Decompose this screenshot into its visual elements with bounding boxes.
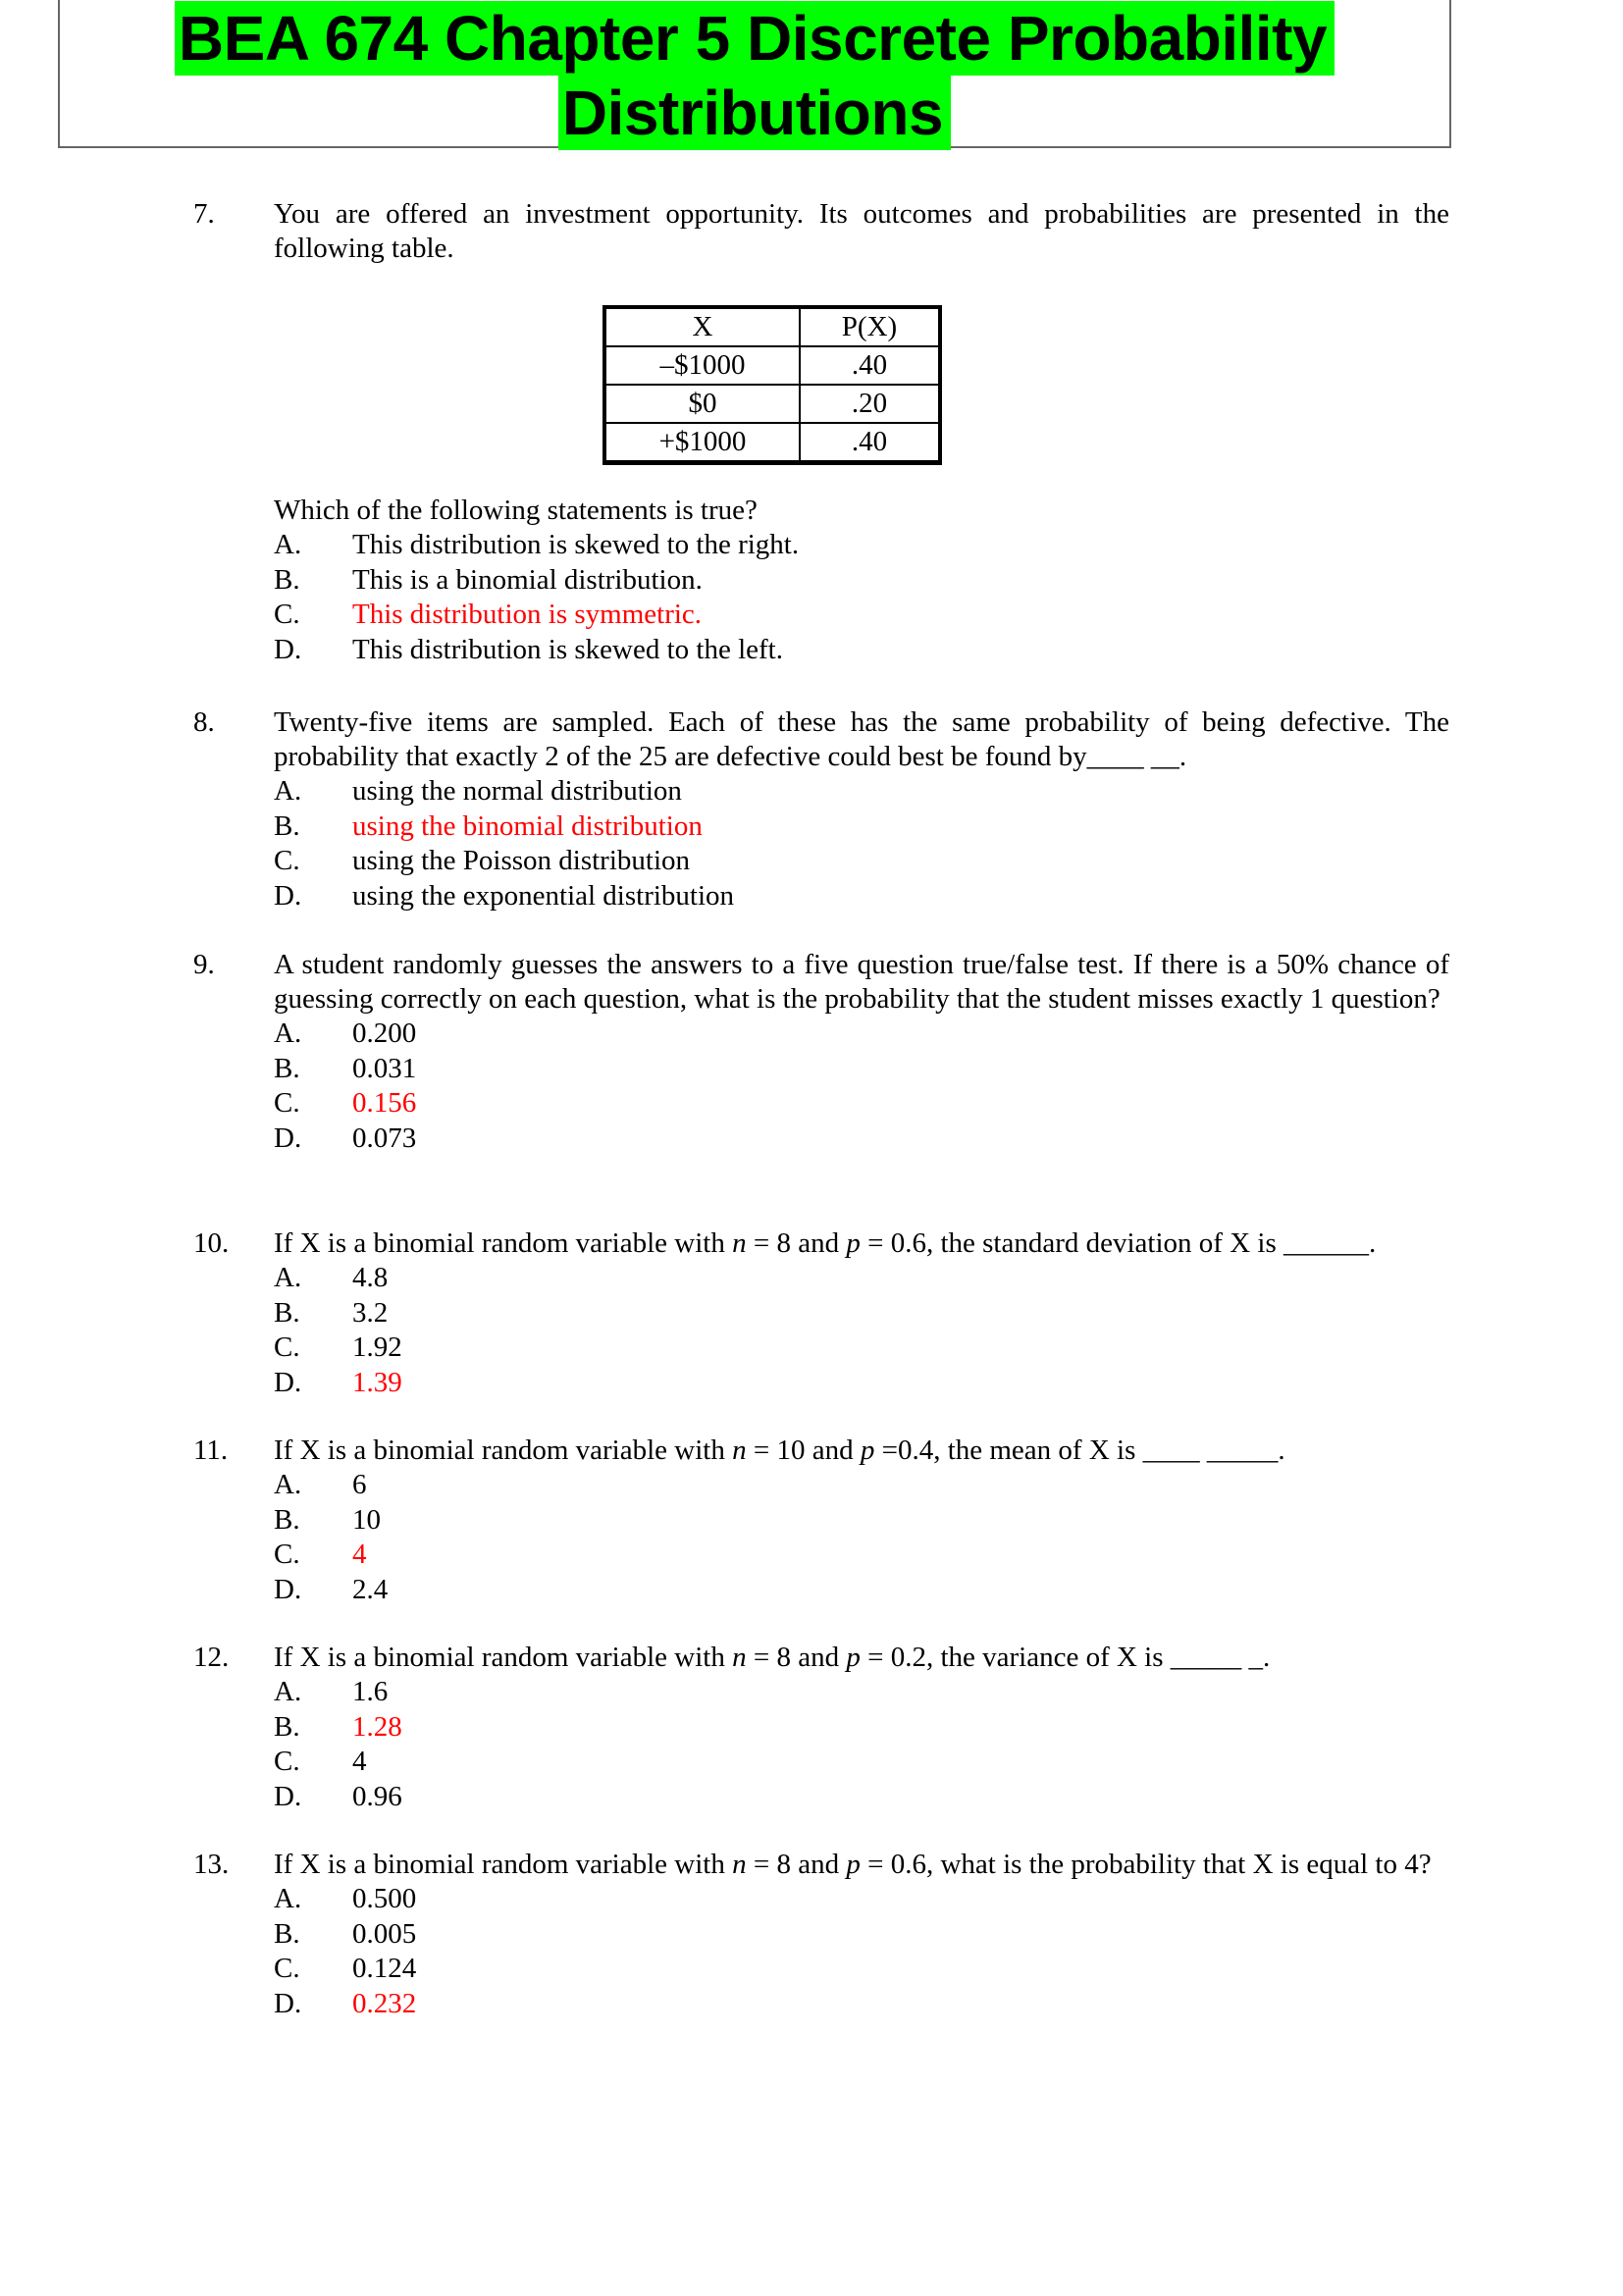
variable-n: n xyxy=(732,1849,747,1880)
table-header-x: X xyxy=(604,307,800,346)
text-segment: If X is a binomial random variable with xyxy=(274,1227,733,1259)
table-cell-px: .40 xyxy=(800,346,940,385)
option-letter: D. xyxy=(274,879,302,912)
option-letter: A. xyxy=(274,1018,302,1049)
document-title-box xyxy=(58,0,1451,148)
option-a[interactable] xyxy=(274,1675,1449,1710)
question-number: 13. xyxy=(193,1849,230,1880)
option-text: 0.500 xyxy=(352,1883,417,1914)
option-text: This is a binomial distribution. xyxy=(352,563,703,596)
question-prompt: Which of the following statements is true? xyxy=(274,495,758,526)
option-letter: C. xyxy=(274,845,300,876)
text-segment: = 8 and xyxy=(746,1642,847,1673)
text-segment: = 0.6, the standard deviation of X is ______. xyxy=(860,1227,1377,1259)
variable-n: n xyxy=(732,1435,747,1466)
option-text: 0.124 xyxy=(352,1953,417,1984)
table-row xyxy=(604,346,940,385)
text-segment: = 0.6, what is the probability that X is equal to 4? xyxy=(860,1849,1432,1880)
question-number: 7. xyxy=(193,198,215,230)
table-row xyxy=(604,385,940,423)
option-letter: A. xyxy=(274,1676,302,1707)
table-cell-x: +$1000 xyxy=(604,423,800,463)
option-b[interactable] xyxy=(274,1052,1449,1087)
option-text: 0.200 xyxy=(352,1018,417,1049)
option-text: 4.8 xyxy=(352,1262,389,1293)
option-letter: C. xyxy=(274,1331,300,1363)
option-text: 0.031 xyxy=(352,1052,417,1084)
answer-options xyxy=(274,1468,1449,1607)
variable-n: n xyxy=(732,1642,747,1673)
option-letter: B. xyxy=(274,1917,300,1950)
table-header-row xyxy=(604,307,940,346)
question-number: 9. xyxy=(193,949,215,980)
option-d-correct[interactable] xyxy=(274,1366,1449,1401)
option-c-correct[interactable] xyxy=(274,1538,1449,1573)
option-text: using the binomial distribution xyxy=(352,809,703,842)
option-text: This distribution is skewed to the left. xyxy=(352,633,783,665)
option-text: 4 xyxy=(352,1539,367,1570)
option-letter: C. xyxy=(274,599,300,630)
table-cell-x: $0 xyxy=(604,385,800,423)
variable-n: n xyxy=(732,1227,747,1259)
option-letter: A. xyxy=(274,529,302,560)
question-text: You are offered an investment opportunity. Its outcomes and probabilities are presented in the following table. xyxy=(274,198,1449,264)
option-b[interactable] xyxy=(274,1296,1449,1331)
option-letter: B. xyxy=(274,1052,300,1084)
answer-options xyxy=(274,1017,1449,1156)
question-text xyxy=(274,1641,1449,1675)
option-text: 6 xyxy=(352,1469,367,1500)
option-text: This distribution is skewed to the right. xyxy=(352,529,800,560)
option-c[interactable] xyxy=(274,1745,1449,1780)
option-letter: C. xyxy=(274,1087,300,1119)
option-a[interactable] xyxy=(274,1017,1449,1052)
option-d[interactable] xyxy=(274,1122,1449,1157)
option-letter: A. xyxy=(274,1262,302,1293)
option-d[interactable] xyxy=(274,1780,1449,1815)
option-letter: A. xyxy=(274,1883,302,1914)
option-a[interactable] xyxy=(274,1882,1449,1917)
option-text: 2.4 xyxy=(352,1573,389,1605)
option-letter: D. xyxy=(274,633,302,665)
question-number: 11. xyxy=(193,1435,229,1466)
text-segment: = 10 and xyxy=(746,1435,861,1466)
question-number: 10. xyxy=(193,1227,230,1259)
table-cell-px: .40 xyxy=(800,423,940,463)
question-number: 12. xyxy=(193,1642,230,1673)
option-letter: D. xyxy=(274,1780,302,1812)
option-b-correct[interactable] xyxy=(274,809,1449,845)
variable-p: p xyxy=(846,1642,861,1673)
table-row xyxy=(604,423,940,463)
text-segment: = 8 and xyxy=(746,1227,847,1259)
document-title-line-1: BEA 674 Chapter 5 Discrete Probability xyxy=(175,1,1335,76)
answer-options xyxy=(274,774,1449,913)
variable-p: p xyxy=(846,1227,861,1259)
option-text: 0.073 xyxy=(352,1122,417,1154)
option-letter: D. xyxy=(274,1122,302,1154)
table-cell-x: –$1000 xyxy=(604,346,800,385)
option-d[interactable] xyxy=(274,633,1449,668)
option-text: using the Poisson distribution xyxy=(352,845,691,876)
document-title-line-2: Distributions xyxy=(558,76,951,150)
option-letter: D. xyxy=(274,1987,302,2019)
text-segment: =0.4, the mean of X is ____ _____. xyxy=(874,1435,1285,1466)
option-c-correct[interactable] xyxy=(274,598,1449,633)
text-segment: If X is a binomial random variable with xyxy=(274,1642,733,1673)
option-text: 0.156 xyxy=(352,1087,417,1119)
option-letter: C. xyxy=(274,1953,300,1984)
option-c[interactable] xyxy=(274,1331,1449,1366)
option-c-correct[interactable] xyxy=(274,1086,1449,1122)
option-letter: A. xyxy=(274,775,302,807)
option-text: 1.39 xyxy=(352,1366,402,1398)
option-b[interactable] xyxy=(274,1917,1449,1953)
option-letter: C. xyxy=(274,1539,300,1570)
option-a[interactable] xyxy=(274,528,1449,563)
option-letter: D. xyxy=(274,1366,302,1398)
question-text: Twenty-five items are sampled. Each of these has the same probability of being defective. The probability that exactly 2 of the 25 are defective could best be found by____ __. xyxy=(274,706,1449,772)
option-b[interactable] xyxy=(274,1503,1449,1539)
option-c[interactable] xyxy=(274,1952,1449,1987)
variable-p: p xyxy=(860,1435,875,1466)
answer-options xyxy=(274,1261,1449,1400)
option-d[interactable] xyxy=(274,1573,1449,1608)
text-segment: = 8 and xyxy=(746,1849,847,1880)
option-letter: B. xyxy=(274,1296,300,1329)
answer-options xyxy=(274,1882,1449,2021)
option-text: 0.005 xyxy=(352,1917,417,1950)
option-text: 0.232 xyxy=(352,1987,417,2019)
option-a[interactable] xyxy=(274,1468,1449,1503)
option-text: using the exponential distribution xyxy=(352,879,735,912)
option-letter: A. xyxy=(274,1469,302,1500)
text-segment: If X is a binomial random variable with xyxy=(274,1435,733,1466)
option-text: 10 xyxy=(352,1503,381,1536)
question-text xyxy=(274,1434,1449,1468)
table-cell-px: .20 xyxy=(800,385,940,423)
option-text: 4 xyxy=(352,1746,367,1777)
answer-options xyxy=(274,1675,1449,1814)
option-letter: C. xyxy=(274,1746,300,1777)
variable-p: p xyxy=(846,1849,861,1880)
option-text: 0.96 xyxy=(352,1780,402,1812)
option-letter: B. xyxy=(274,563,300,596)
option-letter: D. xyxy=(274,1573,302,1605)
answer-options xyxy=(274,528,1449,667)
question-text: A student randomly guesses the answers to a five question true/false test. If there is a 50% chance of guessing correctly on each question, what is the probability that the student misses exactly 1 question? xyxy=(274,949,1449,1015)
question-text xyxy=(274,1848,1449,1882)
option-a[interactable] xyxy=(274,1261,1449,1296)
text-segment: If X is a binomial random variable with xyxy=(274,1849,733,1880)
option-c[interactable] xyxy=(274,844,1449,879)
option-text: using the normal distribution xyxy=(352,775,682,807)
option-d[interactable] xyxy=(274,879,1449,914)
outcome-probability-table xyxy=(602,305,942,465)
option-d-correct[interactable] xyxy=(274,1987,1449,2022)
option-text: This distribution is symmetric. xyxy=(352,599,703,630)
text-segment: = 0.2, the variance of X is _____ _. xyxy=(860,1642,1271,1673)
option-letter: B. xyxy=(274,1503,300,1536)
question-text xyxy=(274,1226,1449,1261)
option-text: 1.6 xyxy=(352,1676,389,1707)
option-text: 1.92 xyxy=(352,1331,402,1363)
option-letter: B. xyxy=(274,1710,300,1743)
question-number: 8. xyxy=(193,706,215,738)
option-a[interactable] xyxy=(274,774,1449,809)
option-text: 3.2 xyxy=(352,1296,389,1329)
option-b-correct[interactable] xyxy=(274,1710,1449,1746)
table-header-px: P(X) xyxy=(800,307,940,346)
option-b[interactable] xyxy=(274,563,1449,599)
option-text: 1.28 xyxy=(352,1710,402,1743)
option-letter: B. xyxy=(274,809,300,842)
